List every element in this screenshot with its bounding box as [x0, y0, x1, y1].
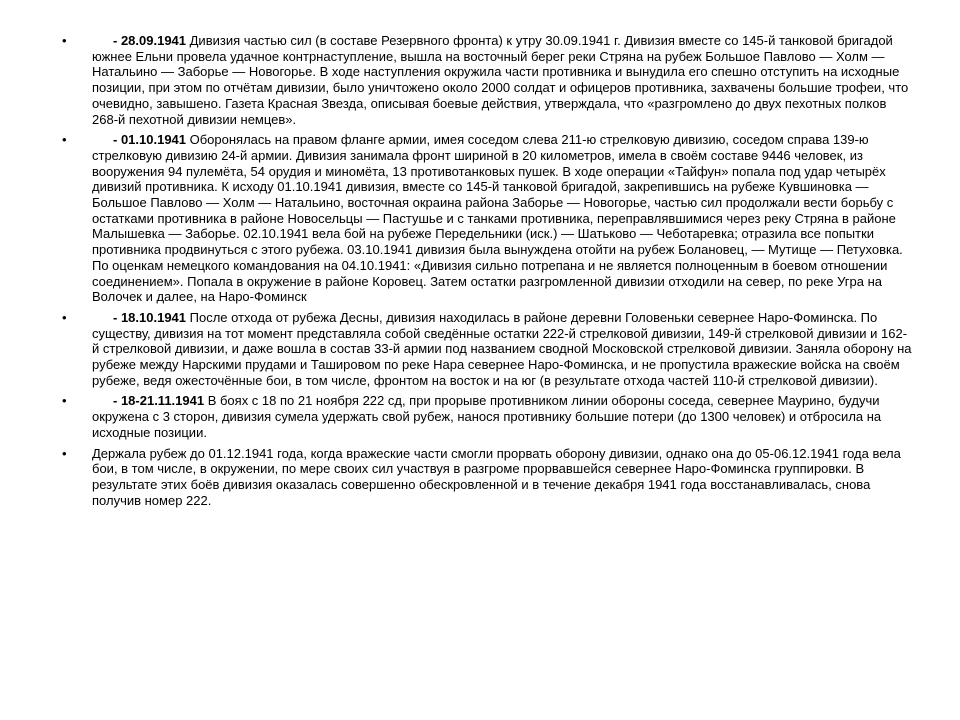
item-date: - 28.09.1941	[113, 33, 187, 48]
item-text: Оборонялась на правом фланге армии, имея соседом слева 211-ю стрелковую дивизию, соседом справа 139-ю стрелковую дивизию 24-й армии. Дивизия занимала фронт шириной в 20 километров, имела в своём составе 9446 человек, из вооружения 94 пулемёта, 54 орудия и миномёта, 13 противотанковых пушек. В ходе операции «Тайфун» попала под удар четырёх дивизий противника. К исходу 01.10.1941 дивизия, вместе со 145-й танковой бригадой, закрепившись на рубеже Кувшиновка — Большое Павлово — Холм — Натальино, восточная окраина района Заборье — Новогорье, частью сил продолжали вести борьбу с остатками противника в районе Новосельцы — Пастушье и с танками противника, переправлявшимися через реку Стряна в районе Малышевка — Заборье. 02.10.1941 вела бой на рубеже Передельники (иск.) — Шатьково — Чеботаревка; отразила все попытки противника продвинуться с этого рубежа. 03.10.1941 дивизия была вынуждена отойти на рубеж Болановец, — Мутище — Петуховка. По оценкам немецкого командования на 04.10.1941: «Дивизия сильно потрепана и не является полноценным в боевом отношении соединением». Попала в окружение в районе Коровец. Затем остатки разгромленной дивизии отходили на север, по реке Угра на Волочек и далее, на Наро-Фоминск	[92, 132, 903, 305]
bullet-list	[62, 33, 912, 513]
item-date: - 18-21.11.1941	[113, 393, 205, 409]
bullet-item-5	[62, 446, 912, 509]
bullet-dot-icon: •	[62, 445, 67, 461]
bullet-dot-icon: •	[62, 309, 67, 325]
bullet-dot-icon: •	[62, 393, 67, 409]
bullet-item-1	[62, 33, 912, 127]
item-text: Держала рубеж до 01.12.1941 года, когда вражеские части смогли прорвать оборону дивизии, однако она до 05-06.12.1941 года вела бои, в том числе, в окружении, по мере своих сил участвуя в разгроме прорвавшейся севернее Наро-Фоминска группировки. В результате этих боёв дивизия оказалась совершенно обескровленной и в течение декабря 1941 года восстанавливалась, снова получив номер 222.	[92, 445, 901, 508]
item-date: - 18.10.1941	[113, 309, 187, 325]
item-text: Дивизия частью сил (в составе Резервного фронта) к утру 30.09.1941 г. Дивизия вместе со 145-й танковой бригадой южнее Ельни провела удачное контрнаступление, вышла на восточный берег реки Стряна на рубеж Большое Павлово — Холм — Натальино — Заборье — Новогорье. В ходе наступления окружила части противника и вынудила его спешно отступить на исходные позиции, при этом по отчётам дивизии, было уничтожено около 2000 солдат и офицеров противника, захвачены большие трофеи, что очевидно, завышено. Газета Красная Звезда, описывая боевые действия, утверждала, что «разгромлено до двух пехотных полков 268-й пехотной дивизии немцев».	[92, 33, 909, 127]
bullet-dot-icon: •	[62, 33, 67, 48]
bullet-dot-icon: •	[62, 132, 67, 148]
item-date: - 01.10.1941	[113, 132, 187, 148]
bullet-item-3	[62, 310, 912, 389]
bullet-item-2	[62, 132, 912, 305]
item-text: В боях с 18 по 21 ноября 222 сд, при прорыве противником линии обороны соседа, севернее Маурино, будучи окружена с 3 сторон, дивизия сумела удержать свой рубеж, нанося противнику большие потери (до 1300 человек) и отбросила на исходные позиции.	[92, 393, 882, 440]
bullet-item-4	[62, 393, 912, 440]
item-text: После отхода от рубежа Десны, дивизия находилась в районе деревни Головеньки севернее Наро-Фоминска. По существу, дивизия на тот момент представляла собой сведённые остатки 222-й стрелковой дивизии, 149-й стрелковой дивизии и 162-й стрелковой дивизии, и даже вошла в состав 33-й армии под названием сводной Московской стрелковой дивизии. Заняла оборону на рубеже между Нарскими прудами и Ташировом по реке Нара севернее Наро-Фоминска, и не пропустила вражеские войска на своём рубеже, ведя ожесточённые бои, в том числе, фронтом на восток и на юг (в результате отхода частей 110-й стрелковой дивизии).	[92, 309, 912, 388]
